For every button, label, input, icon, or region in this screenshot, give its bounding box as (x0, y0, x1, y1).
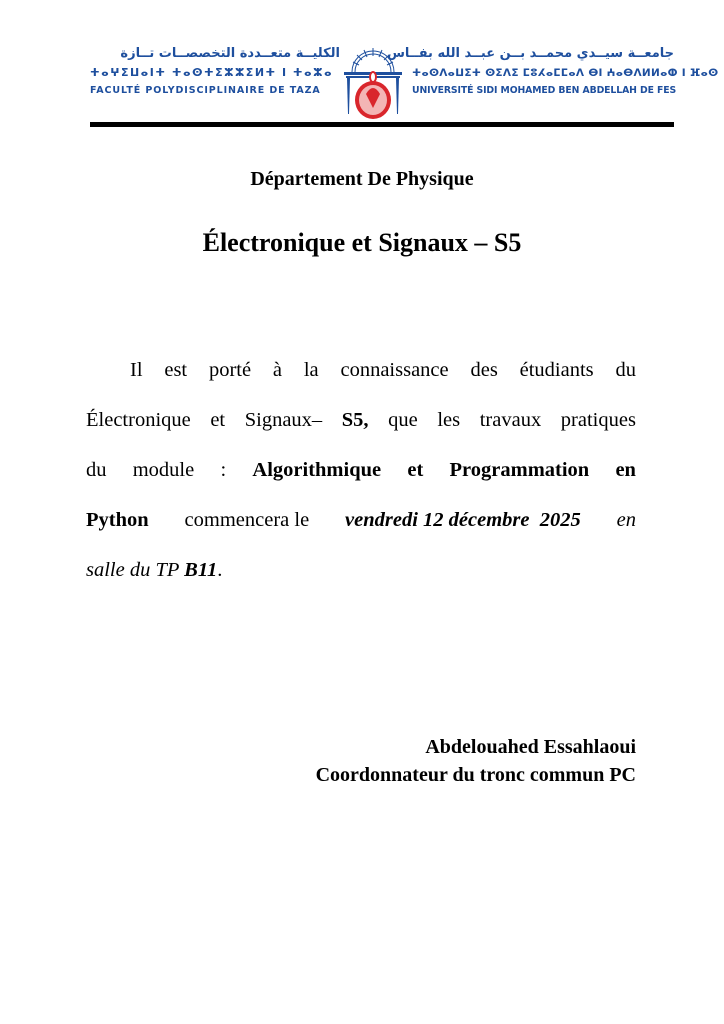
word: pratiques (560, 409, 636, 431)
paragraph-line-2 (86, 402, 636, 452)
word: la (303, 359, 319, 381)
word: Signaux– (244, 409, 323, 431)
faculty-name-arabic: الكليــة متعــددة التخصصــات تــازة (120, 46, 340, 61)
word: Électronique (86, 409, 191, 431)
word: : (220, 459, 227, 481)
announcement-paragraph (86, 352, 636, 602)
word: du (86, 459, 107, 481)
signatory-role: Coordonnateur du tronc commun PC (315, 764, 636, 786)
header-rule (90, 122, 674, 127)
word: à (272, 359, 283, 381)
paragraph-line-4 (86, 502, 636, 552)
word: que (388, 409, 418, 431)
word: connaissance (340, 359, 449, 381)
department-heading: Département De Physique (250, 168, 474, 190)
word: et (210, 409, 226, 431)
paragraph-line-1 (86, 352, 636, 402)
module-name-word: Python (86, 509, 149, 531)
word: module (132, 459, 195, 481)
signature-block (316, 733, 636, 789)
word: est (164, 359, 188, 381)
text-fragment: commencera le (184, 509, 310, 531)
faculty-name-latin: FACULTÉ POLYDISCIPLINAIRE DE TAZA (90, 85, 321, 96)
text-fragment: salle du TP (86, 559, 185, 581)
faculty-name-tifinagh: ⵜⴰⵖⵉⵡⴰⵏⵜ ⵜⴰⵙⵜⵉⵣⵣⵉⵍⵜ ⵏ ⵜⴰⵣⴰ (90, 66, 334, 79)
text-fragment: . (217, 559, 223, 581)
word: étudiants (519, 359, 594, 381)
word: porté (208, 359, 252, 381)
room-code: B11 (184, 559, 218, 581)
module-name-word: en (615, 459, 636, 481)
university-name-arabic: جامعــة سيــدي محمــد بــن عبــد الله بفــاس (386, 46, 674, 61)
university-name-latin: UNIVERSITÉ SIDI MOHAMED BEN ABDELLAH DE FES (412, 85, 677, 96)
faculty-header (90, 44, 340, 100)
paragraph-line-3 (86, 452, 636, 502)
module-name-word: Programmation (449, 459, 590, 481)
word: du (615, 359, 636, 381)
signatory-name: Abdelouahed Essahlaoui (425, 736, 636, 758)
document-title: Électronique et Signaux – S5 (202, 228, 522, 257)
semester-code: S5, (341, 409, 369, 431)
university-name-tifinagh: ⵜⴰⵙⴷⴰⵡⵉⵜ ⵙⵉⴷⵉ ⵎⵓⵃⴰⵎⵎⴰⴷ ⴱⵏ ⵄⴰⴱⴷⵍⵍⴰⵀ ⵏ ⴼⴰⵙ (412, 67, 719, 79)
text-fragment: en (616, 509, 636, 531)
start-date: vendredi 12 décembre 2025 (345, 509, 581, 531)
word: les (437, 409, 461, 431)
university-header (386, 44, 719, 100)
word: travaux (479, 409, 542, 431)
module-name-word: et (407, 459, 424, 481)
word: Il (130, 359, 143, 381)
word: des (470, 359, 498, 381)
module-name-word: Algorithmique (252, 459, 382, 481)
paragraph-line-5 (86, 552, 636, 602)
